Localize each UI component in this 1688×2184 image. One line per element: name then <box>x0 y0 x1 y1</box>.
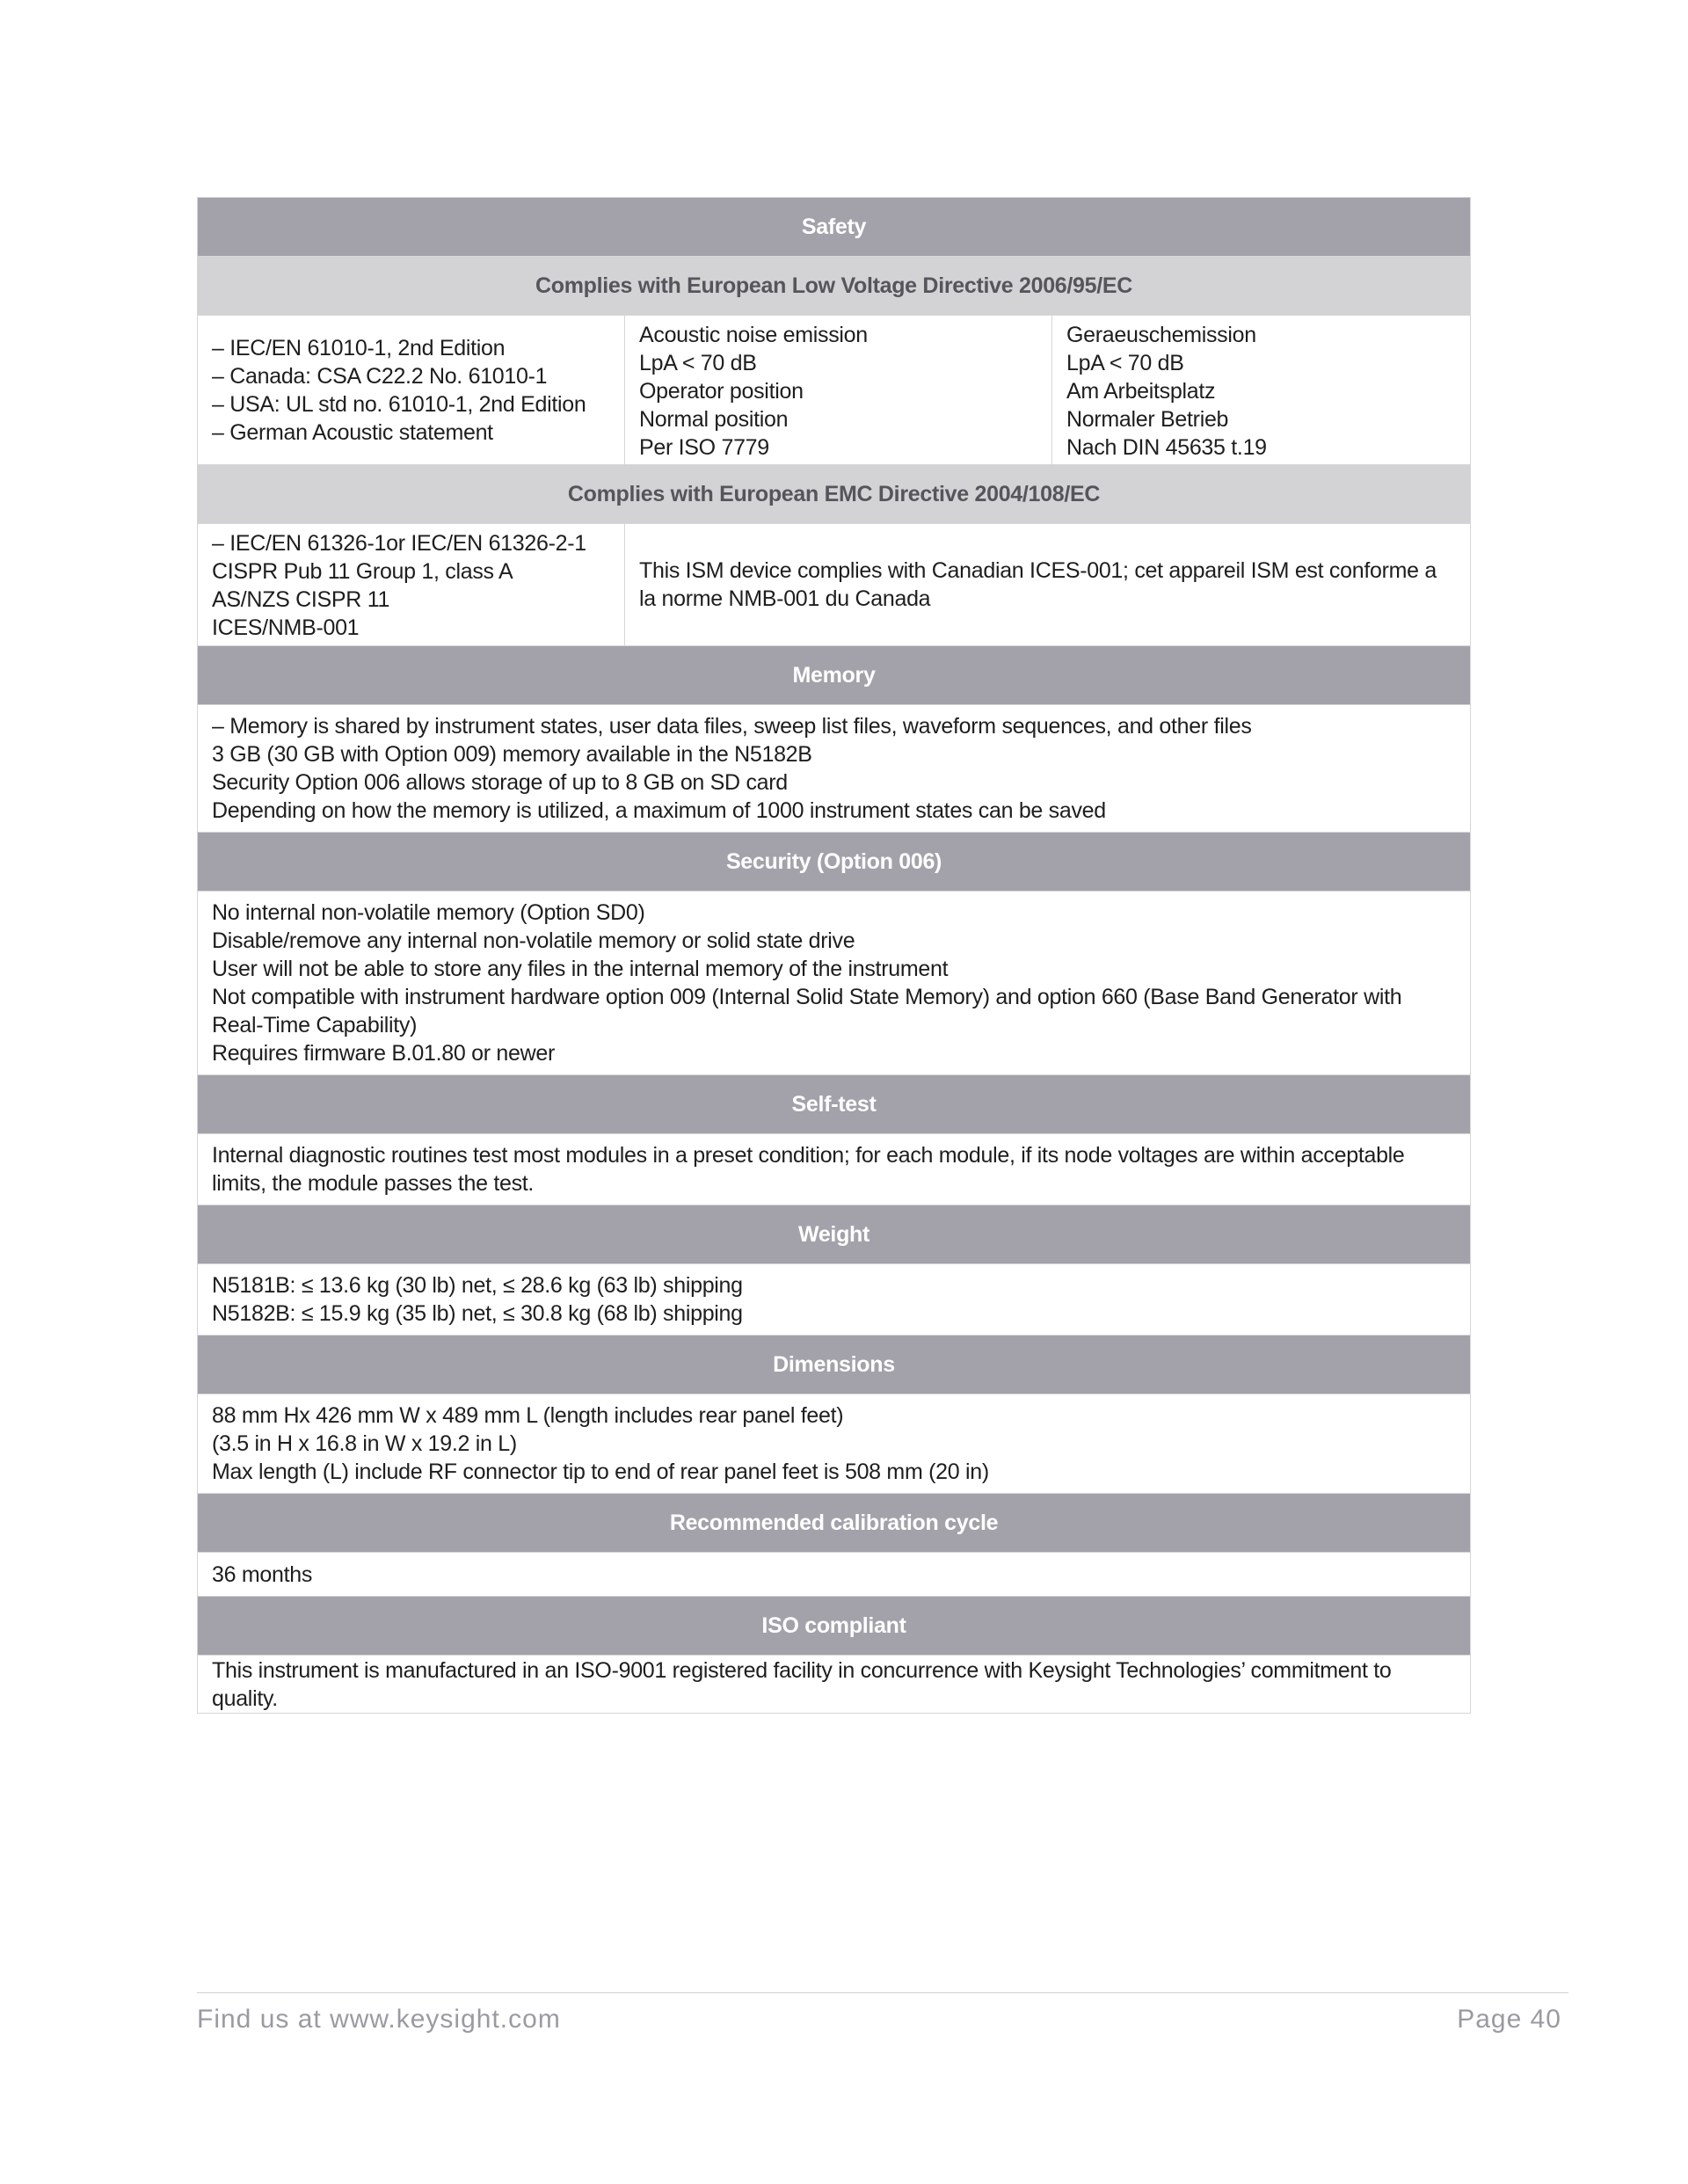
emc-standard-item: AS/NZS CISPR 11 <box>212 587 390 612</box>
footer-page-number: Page 40 <box>1457 2005 1561 2034</box>
footer-website: Find us at www.keysight.com <box>197 2005 561 2034</box>
acoustic-de-line: Normaler Betrieb <box>1066 407 1229 432</box>
selftest-header: Self-test <box>198 1075 1471 1134</box>
security-line: No internal non-volatile memory (Option SD0) <box>212 900 645 925</box>
memory-line: Depending on how the memory is utilized, a maximum of 1000 instrument states can be saved <box>212 798 1106 823</box>
weight-line: N5181B: ≤ 13.6 kg (30 lb) net, ≤ 28.6 kg (63 lb) shipping <box>212 1273 743 1298</box>
dimensions-body <box>198 1394 1471 1494</box>
footer-divider <box>197 1992 1568 1993</box>
acoustic-de-line: LpA < 70 dB <box>1066 351 1184 375</box>
acoustic-de-cell <box>1052 316 1471 465</box>
acoustic-en-line: Acoustic noise emission <box>639 323 868 347</box>
emc-header: Complies with European EMC Directive 2004/108/EC <box>198 465 1471 524</box>
weight-line: N5182B: ≤ 15.9 kg (35 lb) net, ≤ 30.8 kg (68 lb) shipping <box>212 1301 743 1326</box>
memory-body <box>198 705 1471 833</box>
security-header: Security (Option 006) <box>198 833 1471 892</box>
acoustic-de-line: Nach DIN 45635 t.19 <box>1066 435 1267 460</box>
security-line: Disable/remove any internal non-volatile memory or solid state drive <box>212 928 855 953</box>
security-line: User will not be able to store any files in the internal memory of the instrument <box>212 957 949 981</box>
memory-line: – Memory is shared by instrument states, user data files, sweep list files, waveform sequences, and other files <box>212 714 1252 739</box>
acoustic-en-line: LpA < 70 dB <box>639 351 757 375</box>
emc-standard-item: – IEC/EN 61326-1or IEC/EN 61326-2-1 <box>212 531 586 556</box>
acoustic-en-line: Normal position <box>639 407 789 432</box>
weight-body <box>198 1264 1471 1336</box>
emc-note: This ISM device complies with Canadian ICES-001; cet appareil ISM est conforme a la norme NMB-001 du Canada <box>625 524 1471 646</box>
emc-standards-cell <box>198 524 625 646</box>
emc-standard-item: ICES/NMB-001 <box>212 615 360 640</box>
standard-item: – Canada: CSA C22.2 No. 61010-1 <box>212 363 548 389</box>
selftest-body: Internal diagnostic routines test most modules in a preset condition; for each module, if its node voltages are within acceptable limits, the module passes the test. <box>198 1134 1471 1205</box>
iso-header: ISO compliant <box>198 1597 1471 1656</box>
memory-line: Security Option 006 allows storage of up to 8 GB on SD card <box>212 770 788 795</box>
security-body <box>198 892 1471 1075</box>
calibration-header: Recommended calibration cycle <box>198 1494 1471 1553</box>
calibration-body: 36 months <box>198 1553 1471 1597</box>
iso-body: This instrument is manufactured in an ISO-9001 registered facility in concurrence with Keysight Technologies’ commitment to quality. <box>198 1656 1471 1714</box>
memory-header: Memory <box>198 646 1471 705</box>
safety-standards-cell <box>198 316 625 465</box>
acoustic-de-line: Am Arbeitsplatz <box>1066 379 1216 404</box>
emc-standard-item: CISPR Pub 11 Group 1, class A <box>212 559 513 584</box>
dimensions-line: Max length (L) include RF connector tip to end of rear panel feet is 508 mm (20 in) <box>212 1460 989 1484</box>
lvd-header: Complies with European Low Voltage Directive 2006/95/EC <box>198 257 1471 316</box>
acoustic-de-line: Geraeuschemission <box>1066 323 1256 347</box>
acoustic-en-cell <box>625 316 1052 465</box>
weight-header: Weight <box>198 1205 1471 1264</box>
acoustic-en-line: Per ISO 7779 <box>639 435 769 460</box>
security-line: Requires firmware B.01.80 or newer <box>212 1041 555 1066</box>
security-line: Not compatible with instrument hardware option 009 (Internal Solid State Memory) and option 660 (Base Band Generator with Real-Time Capability) <box>212 985 1402 1037</box>
standard-item: – USA: UL std no. 61010-1, 2nd Edition <box>212 391 586 417</box>
dimensions-line: (3.5 in H x 16.8 in W x 19.2 in L) <box>212 1431 517 1456</box>
acoustic-en-line: Operator position <box>639 379 804 404</box>
memory-line: 3 GB (30 GB with Option 009) memory available in the N5182B <box>212 742 812 767</box>
dimensions-header: Dimensions <box>198 1336 1471 1394</box>
standard-item: – German Acoustic statement <box>212 419 493 445</box>
standard-item: – IEC/EN 61010-1, 2nd Edition <box>212 335 506 360</box>
dimensions-line: 88 mm Hx 426 mm W x 489 mm L (length includes rear panel feet) <box>212 1403 844 1428</box>
safety-header: Safety <box>198 198 1471 257</box>
specifications-table <box>197 197 1471 1714</box>
